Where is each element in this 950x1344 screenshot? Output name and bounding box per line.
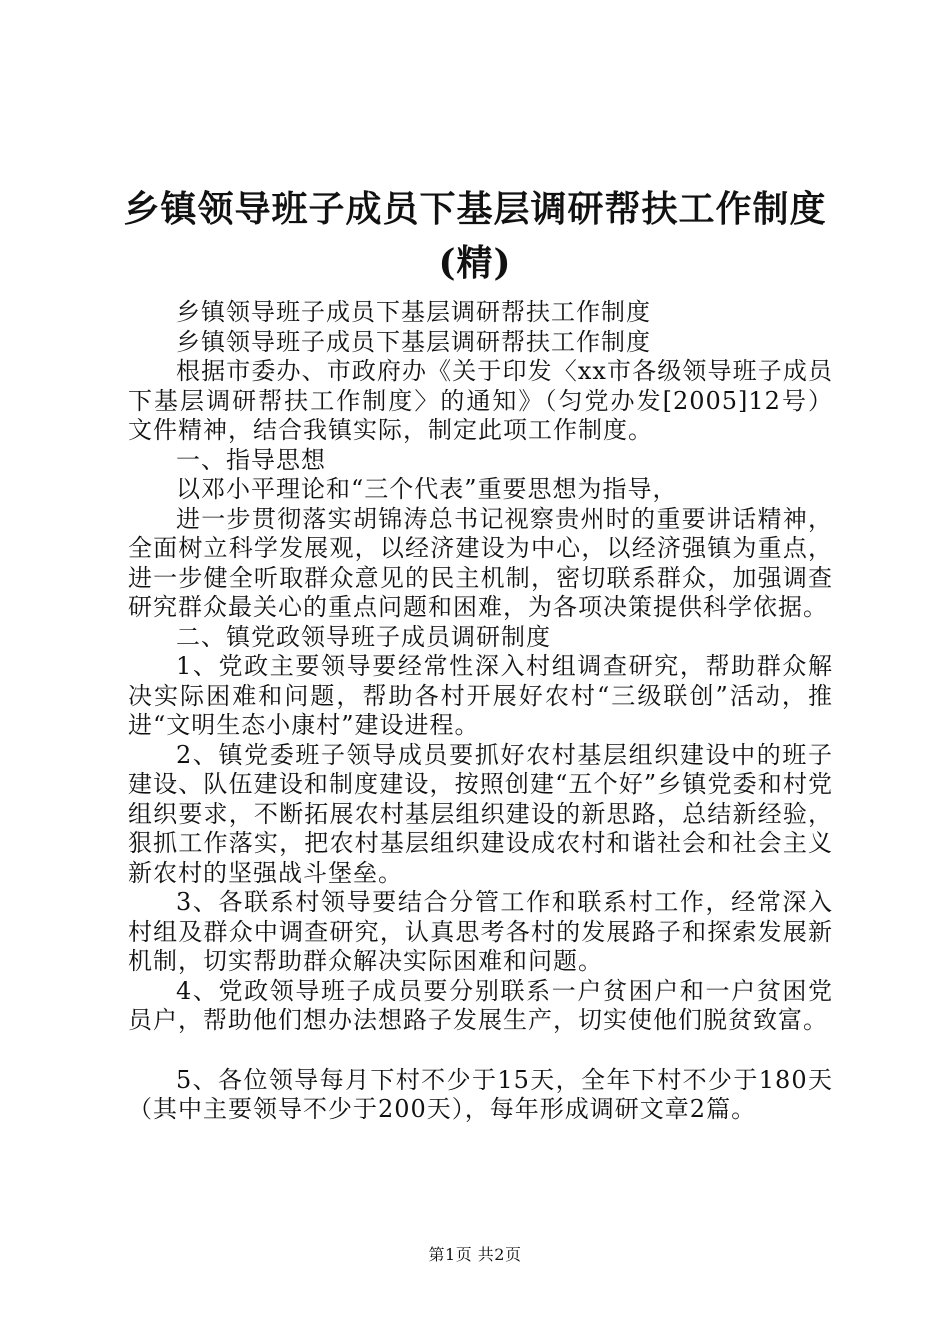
paragraph-heading-repeat-1: 乡镇领导班子成员下基层调研帮扶工作制度 (176, 298, 651, 326)
paragraph-implementation: 进一步贯彻落实胡锦涛总书记视察贵州时的重要讲话精神，全面树立科学发展观，以经济建设为中心，以经济强镇为重点，进一步健全听取群众意见的民主机制，密切联系群众，加强调查研究群众最关心的重点问题和困难，为各项决策提供科学依据。 (128, 504, 833, 621)
page-footer: 第1页 共2页 (428, 1245, 522, 1264)
document-title-suffix: (精) (438, 242, 512, 284)
paragraph-basis: 根据市委办、市政府办《关于印发〈xx市各级领导班子成员下基层调研帮扶工作制度〉的通知》（匀党办发[2005]12号）文件精神，结合我镇实际，制定此项工作制度。 (128, 357, 833, 444)
paragraph-heading-repeat-2: 乡镇领导班子成员下基层调研帮扶工作制度 (176, 327, 651, 356)
paragraph-guidance: 以邓小平理论和“三个代表”重要思想为指导， (176, 475, 678, 503)
document-title: 乡镇领导班子成员下基层调研帮扶工作制度 (123, 188, 827, 230)
paragraph-item-2: 2、镇党委班子领导成员要抓好农村基层组织建设中的班子建设、队伍建设和制度建设，按照创建“五个好”乡镇党委和村党组织要求，不断拓展农村基层组织建设的新思路，总结新经验，狠抓工作落实，把农村基层组织建设成农村和谐社会和社会主义新农村的坚强战斗堡垒。 (128, 740, 833, 887)
document-body (128, 298, 833, 1125)
paragraph-spacer (128, 1036, 833, 1066)
section-heading-guiding-thought: 一、指导思想 (176, 445, 326, 474)
paragraph-item-1: 1、党政主要领导要经常性深入村组调查研究，帮助群众解决实际困难和问题，帮助各村开展好农村“三级联创”活动，推进“文明生态小康村”建设进程。 (128, 652, 833, 739)
paragraph-item-3: 3、各联系村领导要结合分管工作和联系村工作，经常深入村组及群众中调查研究，认真思考各村的发展路子和探索发展新机制，切实帮助群众解决实际困难和问题。 (128, 888, 833, 975)
paragraph-item-4: 4、党政领导班子成员要分别联系一户贫困户和一户贫困党员户，帮助他们想办法想路子发展生产，切实使他们脱贫致富。 (128, 976, 833, 1034)
section-heading-research-system: 二、镇党政领导班子成员调研制度 (176, 622, 551, 651)
paragraph-item-5: 5、各位领导每月下村不少于15天，全年下村不少于180天（其中主要领导不少于200天），每年形成调研文章2篇。 (128, 1065, 833, 1123)
